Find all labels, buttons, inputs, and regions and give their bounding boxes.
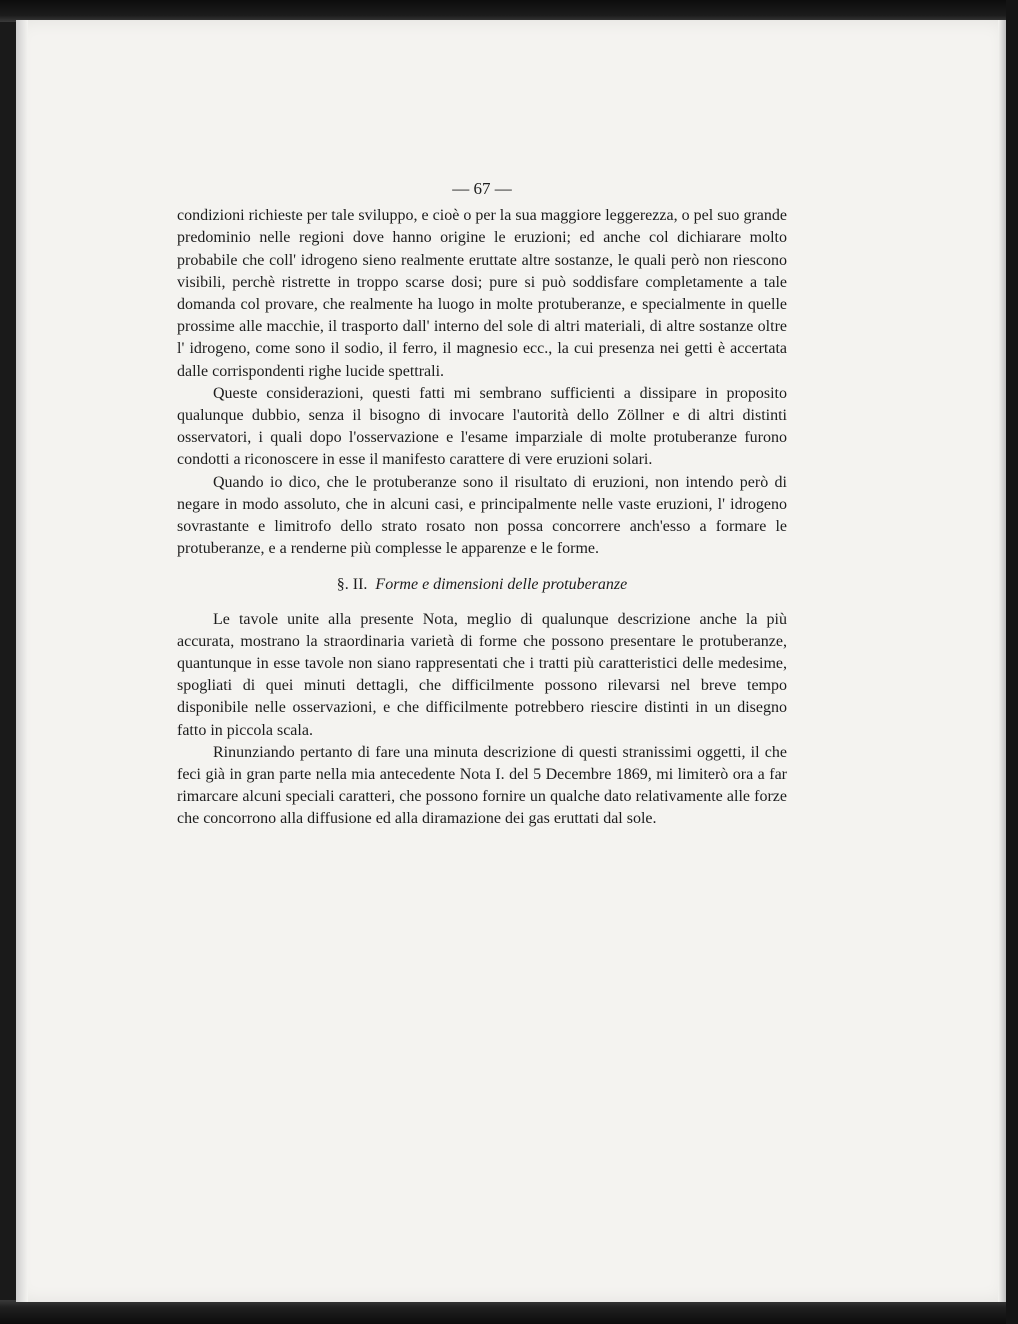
page-text-block bbox=[177, 178, 787, 831]
section-title: Forme e dimensioni delle protuberanze bbox=[375, 576, 628, 594]
paragraph: Rinunziando pertanto di fare una minuta descrizione di questi stranissimi oggetti, il che feci già in gran parte nella mia antecedente Nota I. del 5 Decembre 1869, mi limiterò ora a far rimarcare alcuni speciali caratteri, che possono fornire un qualche dato relativamente alle forze che concorrono alla diffusione ed alla diramazione dei gas eruttati dal sole. bbox=[177, 743, 787, 828]
scan-border-top bbox=[0, 0, 1018, 22]
section-number: §. II. bbox=[336, 576, 368, 594]
paragraph: Queste considerazioni, questi fatti mi sembrano sufficienti a dissipare in proposito qualunque dubbio, senza il bisogno di invocare l'autorità dello Zöllner e di altri distinti osservatori, i quali dopo l'osservazione e l'esame imparziale di molte protuberanze furono condotti a riconoscere in esse il manifesto carattere di vere eruzioni solari. bbox=[177, 384, 787, 469]
paragraph-continuation: condizioni richieste per tale sviluppo, e cioè o per la sua maggiore leggerezza, o pel suo grande predominio nelle regioni dove hanno origine le eruzioni; ed anche col dichiarare molto probabile che coll' idrogeno sieno realmente eruttate altre sostanze, le quali però non riescono visibili, perchè ristrette in troppo scarse dosi; pure si può soddisfare completamente a tale domanda col provare, che realmente ha luogo in molte protuberanze, e specialmente in quelle prossime alle macchie, il trasporto dall' interno del sole di altri materiali, di altre sostanze oltre l' idrogeno, come sono il sodio, il ferro, il magnesio ecc., la cui presenza nei getti è accertata dalle corrispondenti righe lucide spettrali. bbox=[177, 207, 787, 380]
page-edge-shadow bbox=[998, 20, 1006, 1302]
scan-border-bottom bbox=[0, 1300, 1018, 1324]
scan-border-right bbox=[1006, 0, 1018, 1324]
book-page bbox=[16, 20, 1006, 1302]
page-number: — 67 — bbox=[452, 179, 512, 198]
paragraph: Le tavole unite alla presente Nota, meglio di qualunque descrizione anche la più accurata, mostrano la straordinaria varietà di forme che possono presentare le protuberanze, quantunque in esse tavole non siano rappresentati che i tratti più caratteristici delle medesime, spogliati di quei minuti dettagli, che difficilmente possono rilevarsi nel breve tempo disponibile nelle osservazioni, e che difficilmente potrebbero riescire distinti in un disegno fatto in piccola scala. bbox=[177, 610, 787, 739]
page-gutter-shadow bbox=[16, 20, 28, 1302]
paragraph: Quando io dico, che le protuberanze sono il risultato di eruzioni, non intendo però di negare in modo assoluto, che in alcuni casi, e principalmente nelle vaste eruzioni, l' idrogeno sovrastante e limitrofo dello strato rosato non possa concorrere anch'esso a formare le protuberanze, e a renderne più complesse le apparenze e le forme. bbox=[177, 473, 787, 558]
section-heading bbox=[177, 574, 787, 596]
